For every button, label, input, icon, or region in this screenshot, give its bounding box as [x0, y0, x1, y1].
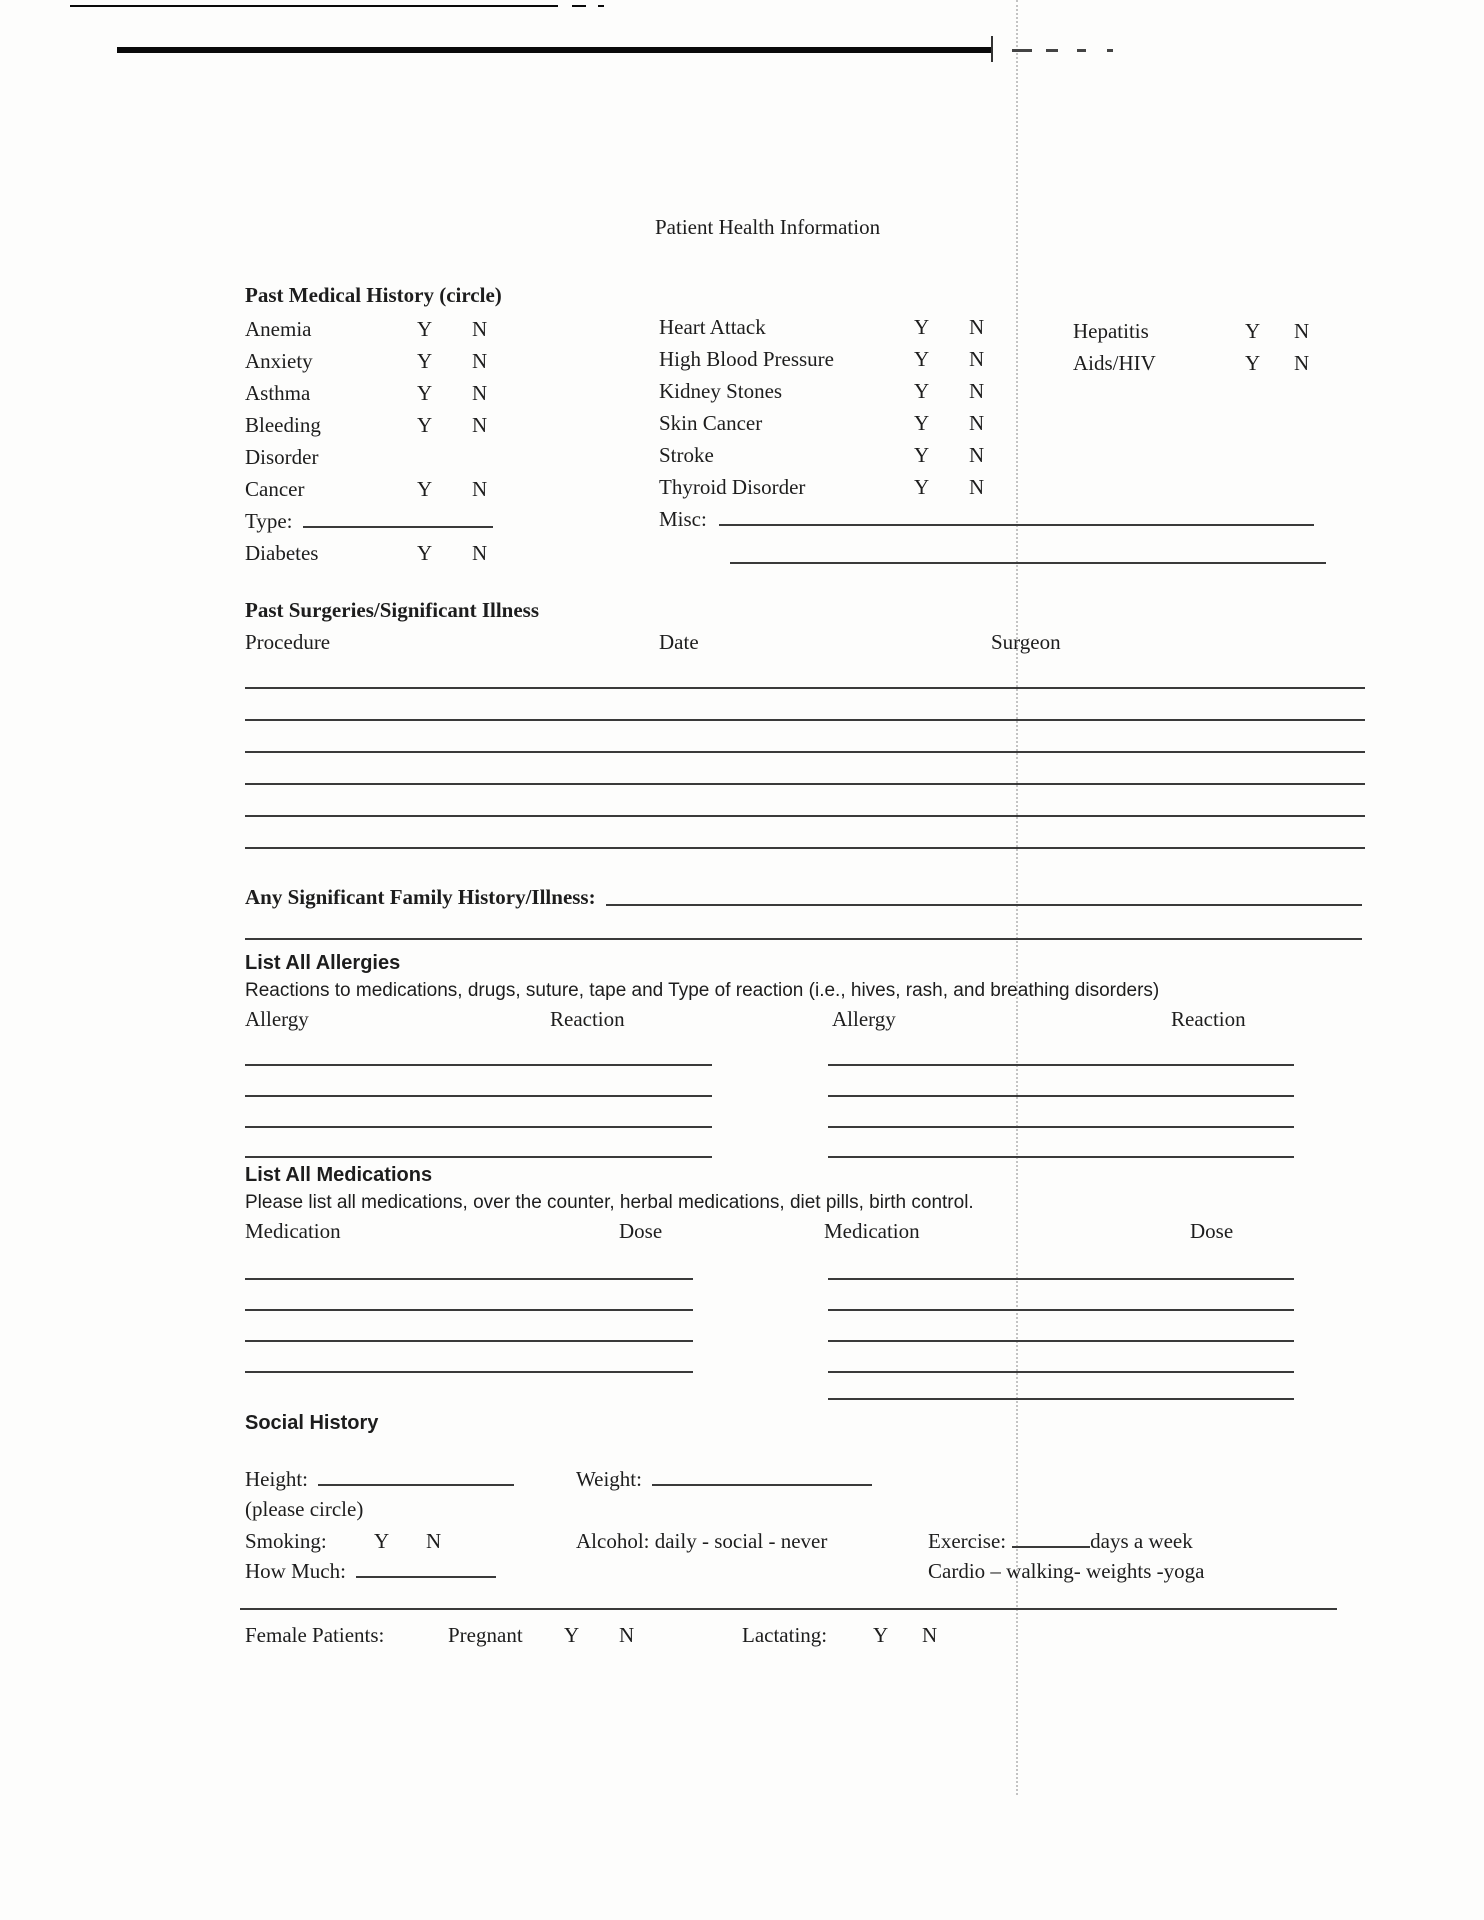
medication-blank-line	[828, 1278, 1294, 1280]
yes-option: Y	[914, 443, 930, 467]
exercise-label: Exercise:	[928, 1529, 1007, 1553]
medications-col-medication-right: Medication	[824, 1219, 920, 1243]
no-option: N	[472, 541, 488, 565]
no-option: N	[619, 1623, 635, 1647]
height-row	[245, 1466, 514, 1492]
misc-blank-line-2	[730, 562, 1326, 564]
scan-divider-dash	[1046, 49, 1058, 52]
yes-option: Y	[1245, 319, 1261, 343]
female-patients-inner	[245, 1622, 1005, 1654]
no-option: N	[969, 379, 985, 403]
please-circle-label: (please circle)	[245, 1497, 364, 1521]
no-option: N	[969, 443, 985, 467]
pmh-column-1	[245, 316, 585, 572]
scan-divider-dash	[1077, 49, 1086, 52]
smoking-inner	[245, 1528, 525, 1560]
weight-label: Weight:	[576, 1467, 642, 1491]
yes-option: Y	[873, 1623, 889, 1647]
no-option: N	[969, 411, 985, 435]
social-history-heading: Social History	[245, 1412, 379, 1434]
height-label: Height:	[245, 1467, 308, 1491]
no-option: N	[1294, 351, 1310, 375]
medication-blank-line	[828, 1371, 1294, 1373]
allergies-col-reaction-left: Reaction	[550, 1007, 625, 1031]
exercise-blank-line	[1012, 1542, 1090, 1548]
pmh-row	[659, 474, 1359, 506]
yes-option: Y	[417, 349, 433, 373]
yes-option: Y	[914, 347, 930, 371]
surgeries-heading: Past Surgeries/Significant Illness	[245, 598, 540, 622]
condition-label: Stroke	[659, 443, 714, 467]
yes-option: Y	[417, 381, 433, 405]
pmh-row	[245, 444, 585, 476]
height-blank-line	[318, 1480, 514, 1486]
pmh-column-3	[1073, 318, 1353, 382]
condition-label: Bleeding	[245, 413, 321, 437]
medications-note: Please list all medications, over the counter, herbal medications, diet pills, birth control.	[245, 1192, 974, 1213]
yes-option: Y	[417, 541, 433, 565]
medication-blank-line	[828, 1398, 1294, 1400]
cardio-label: Cardio – walking- weights -yoga	[928, 1559, 1205, 1583]
medications-heading: List All Medications	[245, 1164, 433, 1186]
yes-option: Y	[417, 317, 433, 341]
yes-option: Y	[914, 411, 930, 435]
scan-divider-dash	[1012, 49, 1032, 52]
weight-blank-line	[652, 1480, 872, 1486]
pmh-row	[1073, 318, 1353, 350]
condition-label: High Blood Pressure	[659, 347, 834, 371]
type-label: Type:	[245, 509, 293, 533]
pmh-row	[245, 476, 585, 508]
medication-blank-line	[828, 1340, 1294, 1342]
yes-option: Y	[417, 477, 433, 501]
no-option: N	[969, 315, 985, 339]
surgeries-col-date: Date	[659, 630, 699, 654]
family-history-blank-line-2	[245, 938, 1362, 940]
allergy-blank-line	[828, 1126, 1294, 1128]
yes-option: Y	[914, 315, 930, 339]
condition-label: Diabetes	[245, 541, 319, 565]
section-divider-line	[240, 1608, 1337, 1610]
allergy-blank-line	[245, 1095, 712, 1097]
yes-option: Y	[914, 475, 930, 499]
yes-option: Y	[914, 379, 930, 403]
allergy-blank-line	[828, 1156, 1294, 1158]
scan-top-line	[70, 5, 558, 7]
scan-top-line-dash	[572, 5, 586, 7]
condition-label: Kidney Stones	[659, 379, 783, 403]
condition-label: Anxiety	[245, 349, 313, 373]
condition-label: Thyroid Disorder	[659, 475, 806, 499]
pmh-row	[245, 316, 585, 348]
smoking-row	[245, 1528, 525, 1560]
pmh-row	[245, 540, 585, 572]
surgeries-blank-line	[245, 751, 1365, 753]
yes-option: Y	[374, 1529, 390, 1553]
medications-col-dose-right: Dose	[1190, 1219, 1234, 1243]
type-blank-line	[303, 522, 493, 528]
pmh-row	[245, 348, 585, 380]
how-much-row	[245, 1558, 496, 1584]
female-patients-row	[245, 1622, 1005, 1654]
medication-blank-line	[828, 1309, 1294, 1311]
page-title: Patient Health Information	[655, 215, 881, 239]
exercise-suffix-label: days a week	[1090, 1529, 1193, 1553]
no-option: N	[969, 475, 985, 499]
allergies-col-allergy-right: Allergy	[832, 1007, 896, 1031]
smoking-label: Smoking:	[245, 1529, 327, 1553]
allergies-col-allergy-left: Allergy	[245, 1007, 309, 1031]
no-option: N	[472, 413, 488, 437]
scan-divider-tick	[991, 36, 993, 62]
surgeries-blank-line	[245, 719, 1365, 721]
medications-col-dose-left: Dose	[619, 1219, 663, 1243]
surgeries-col-surgeon: Surgeon	[991, 630, 1061, 654]
no-option: N	[1294, 319, 1310, 343]
misc-blank-line	[719, 520, 1314, 526]
no-option: N	[472, 477, 488, 501]
no-option: N	[426, 1529, 442, 1553]
lactating-label: Lactating:	[742, 1623, 828, 1647]
female-patients-label: Female Patients:	[245, 1623, 385, 1647]
pmh-heading: Past Medical History (circle)	[245, 283, 502, 307]
pmh-row-type	[245, 508, 585, 540]
pmh-row-misc	[659, 506, 1359, 538]
no-option: N	[472, 349, 488, 373]
surgeries-blank-line	[245, 815, 1365, 817]
allergy-blank-line	[828, 1095, 1294, 1097]
no-option: N	[969, 347, 985, 371]
allergies-heading: List All Allergies	[245, 952, 401, 974]
medication-blank-line	[245, 1278, 693, 1280]
family-history-blank-line	[606, 904, 1362, 906]
surgeries-blank-line	[245, 687, 1365, 689]
medications-col-medication-left: Medication	[245, 1219, 341, 1243]
allergy-blank-line	[828, 1064, 1294, 1066]
pmh-row	[245, 380, 585, 412]
scan-divider-bar	[117, 47, 993, 53]
pmh-row	[245, 412, 585, 444]
condition-label: Cancer	[245, 477, 305, 501]
condition-label: Anemia	[245, 317, 312, 341]
yes-option: Y	[417, 413, 433, 437]
surgeries-col-procedure: Procedure	[245, 630, 331, 654]
allergy-blank-line	[245, 1126, 712, 1128]
no-option: N	[472, 317, 488, 341]
pregnant-label: Pregnant	[448, 1623, 523, 1647]
yes-option: Y	[1245, 351, 1261, 375]
condition-label: Skin Cancer	[659, 411, 763, 435]
medication-blank-line	[245, 1309, 693, 1311]
weight-row	[576, 1466, 872, 1492]
allergy-blank-line	[245, 1064, 712, 1066]
surgeries-blank-line	[245, 847, 1365, 849]
family-history-row	[245, 884, 1362, 910]
allergy-blank-line	[245, 1156, 712, 1158]
condition-label: Heart Attack	[659, 315, 766, 339]
allergies-col-reaction-right: Reaction	[1171, 1007, 1246, 1031]
yes-option: Y	[564, 1623, 580, 1647]
condition-label: Aids/HIV	[1073, 351, 1156, 375]
how-much-blank-line	[356, 1572, 496, 1578]
pmh-row	[1073, 350, 1353, 382]
medication-blank-line	[245, 1340, 693, 1342]
scan-divider-dash	[1107, 49, 1113, 52]
alcohol-label: Alcohol: daily - social - never	[576, 1529, 828, 1553]
how-much-label: How Much:	[245, 1559, 346, 1583]
condition-label: Hepatitis	[1073, 319, 1149, 343]
pmh-row	[659, 378, 1359, 410]
no-option: N	[922, 1623, 938, 1647]
pmh-row	[659, 410, 1359, 442]
exercise-row	[928, 1528, 1193, 1554]
family-history-label: Any Significant Family History/Illness:	[245, 885, 596, 909]
misc-label: Misc:	[659, 507, 707, 531]
scan-top-line-dash	[598, 5, 604, 7]
no-option: N	[472, 381, 488, 405]
allergies-note: Reactions to medications, drugs, suture, tape and Type of reaction (i.e., hives, rash, and breathing disorders)	[245, 980, 1160, 1001]
surgeries-blank-line	[245, 783, 1365, 785]
pmh-row	[659, 442, 1359, 474]
condition-label: Asthma	[245, 381, 311, 405]
medication-blank-line	[245, 1371, 693, 1373]
condition-label: Disorder	[245, 445, 319, 469]
